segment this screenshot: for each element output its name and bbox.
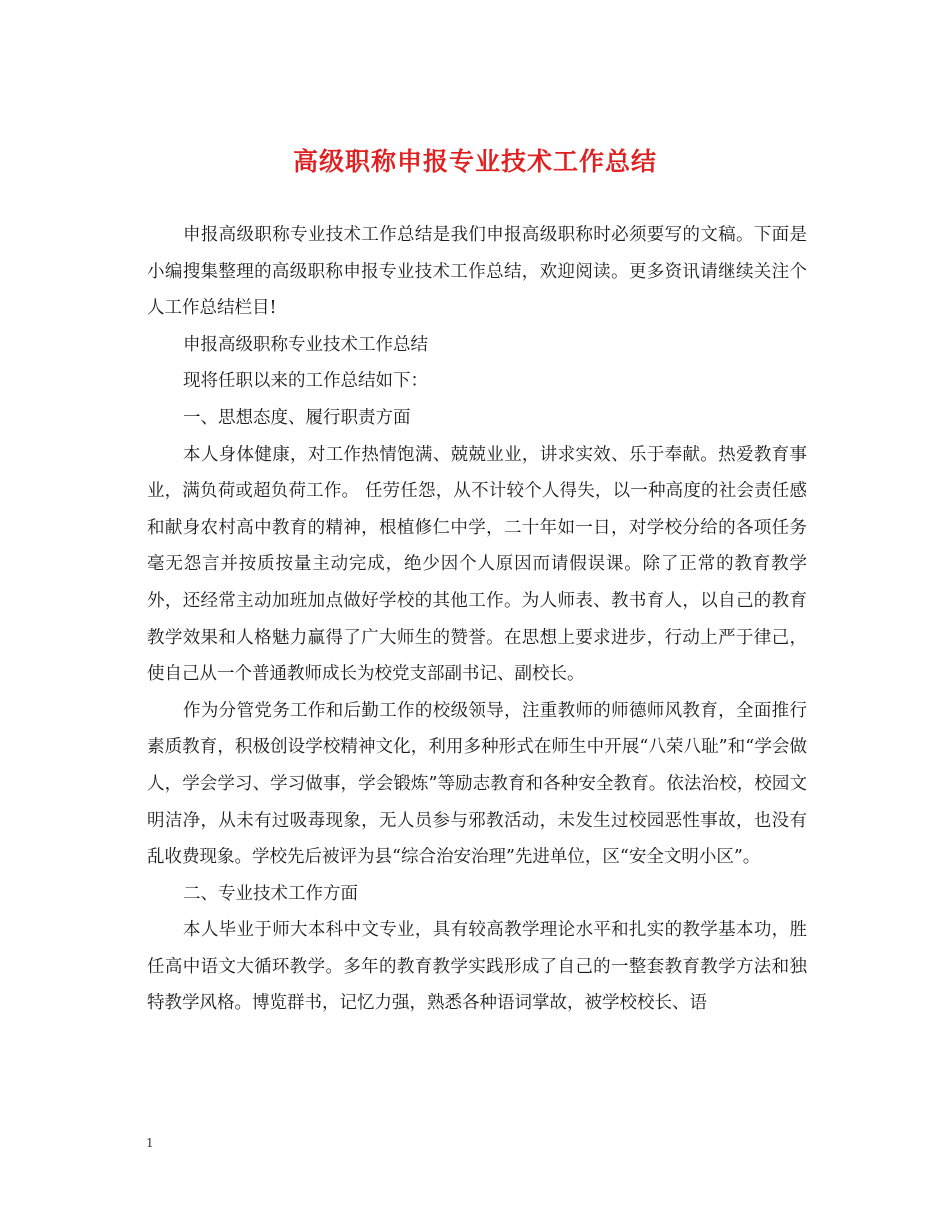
body-paragraph: 本人毕业于师大本科中文专业，具有较高教学理论水平和扎实的教学基本功，胜任高中语文大循环教学。多年的教育教学实践形成了自己的一整套教育教学方法和独特教学风格。博览群书，记忆力强，熟悉各种语词掌故，被学校校长、语 <box>147 920 807 1014</box>
summary-lead-paragraph: 现将任职以来的工作总结如下： <box>183 371 428 392</box>
document-body <box>147 217 807 1022</box>
document-title: 高级职称申报专业技术工作总结 <box>292 147 657 176</box>
intro-paragraph: 申报高级职称专业技术工作总结是我们申报高级职称时必须要写的文稿。下面是小编搜集整理的高级职称申报专业技术工作总结，欢迎阅读。更多资讯请继续关注个人工作总结栏目! <box>147 225 807 319</box>
section-heading-2: 二、专业技术工作方面 <box>183 883 358 904</box>
page-number: 1 <box>146 1136 154 1150</box>
body-paragraph: 作为分管党务工作和后勤工作的校级领导，注重教师的师德师风教育，全面推行素质教育，积极创设学校精神文化，利用多种形式在师生中开展“八荣八耻”和“学会做人，学会学习、学习做事，学会锻炼”等励志教育和各种安全教育。依法治校，校园文明洁净，从未有过吸毒现象，无人员参与邪教活动，未发生过校园恶性事故，也没有乱收费现象。学校先后被评为县“综合治安治理”先进单位，区“安全文明小区”。 <box>147 700 807 868</box>
subtitle-paragraph: 申报高级职称专业技术工作总结 <box>183 334 428 355</box>
section-heading-1: 一、思想态度、履行职责方面 <box>183 407 411 428</box>
body-paragraph: 本人身体健康，对工作热情饱满、兢兢业业，讲求实效、乐于奉献。热爱教育事业，满负荷或超负荷工作。 任劳任怨，从不计较个人得失，以一种高度的社会责任感和献身农村高中教育的精神，根植修仁中学，二十年如一日，对学校分给的各项任务毫无怨言并按质按量主动完成，绝少因个人原因而请假误课。除了正常的教育教学外，还经常主动加班加点做好学校的其他工作。为人师表、教书育人，以自己的教育教学效果和人格魅力赢得了广大师生的赞誉。在思想上要求进步，行动上严于律己，使自己从一个普通教师成长为校党支部副书记、副校长。 <box>147 444 807 685</box>
